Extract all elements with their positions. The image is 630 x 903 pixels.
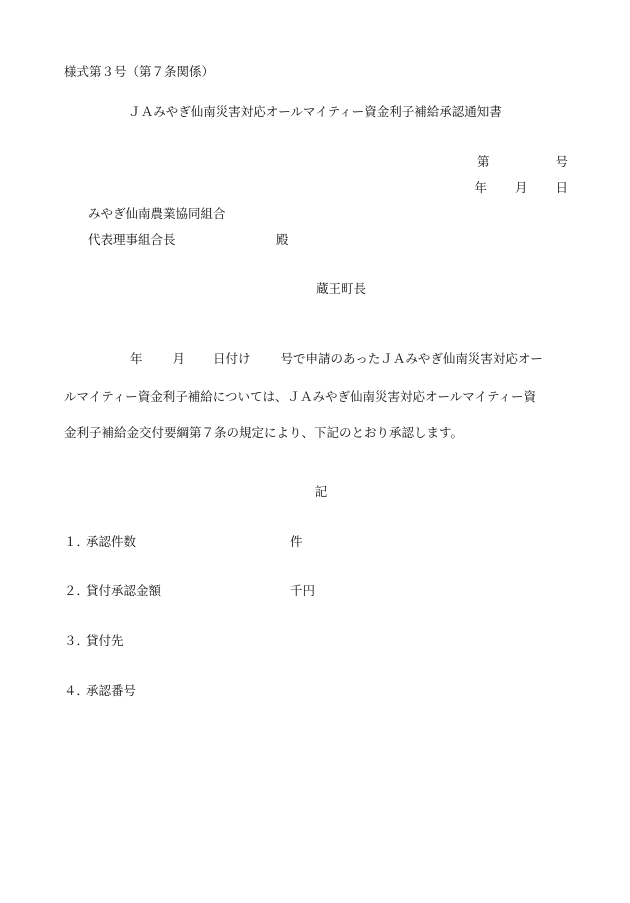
issuer-name: 蔵王町長 — [315, 281, 366, 296]
body-line-1-text: 号で申請のあったＪＡみやぎ仙南災害対応オー — [280, 351, 543, 366]
list-item-borrower — [64, 635, 124, 648]
issue-date-month: 月 — [514, 180, 528, 195]
body-line-1 — [64, 353, 543, 366]
reference-number-prefix: 第 — [476, 154, 490, 169]
approval-count-unit: 件 — [290, 534, 303, 549]
recipient-title: 代表理事組合長 — [88, 232, 176, 247]
list-item-label: 承認件数 — [86, 534, 137, 549]
issue-date — [474, 182, 568, 195]
reference-number — [477, 156, 568, 169]
reference-number-suffix: 号 — [555, 154, 568, 169]
issue-date-day: 日 — [555, 180, 568, 195]
list-item-loan-amount — [64, 585, 161, 598]
body-month: 月 — [172, 351, 186, 366]
list-item-approval-number — [64, 685, 136, 698]
form-number: 様式第３号（第７条関係） — [64, 64, 215, 79]
list-item-number: １． — [64, 534, 90, 549]
list-item-number: ４． — [64, 683, 90, 698]
body-line-2: ルマイティー資金利子補給については、ＪＡみやぎ仙南災害対応オールマイティー資 — [64, 389, 537, 404]
list-item-label: 貸付先 — [86, 633, 124, 648]
body-date-suffix: 日付け — [213, 351, 251, 366]
list-item-approval-count — [64, 536, 136, 549]
ki-heading: 記 — [314, 484, 328, 499]
document-title: ＪＡみやぎ仙南災害対応オールマイティー資金利子補給承認通知書 — [128, 104, 502, 119]
body-line-3: 金利子補給金交付要綱第７条の規定により、下記のとおり承認します。 — [64, 425, 464, 440]
list-item-label: 貸付承認金額 — [86, 583, 162, 598]
recipient-honorific: 殿 — [276, 232, 289, 247]
issue-date-year: 年 — [474, 180, 487, 195]
list-item-number: ３． — [64, 633, 90, 648]
list-item-number: ２． — [64, 583, 90, 598]
loan-amount-unit: 千円 — [290, 583, 316, 598]
recipient-organization: みやぎ仙南農業協同組合 — [88, 206, 226, 221]
list-item-label: 承認番号 — [86, 683, 137, 698]
body-year: 年 — [130, 351, 143, 366]
